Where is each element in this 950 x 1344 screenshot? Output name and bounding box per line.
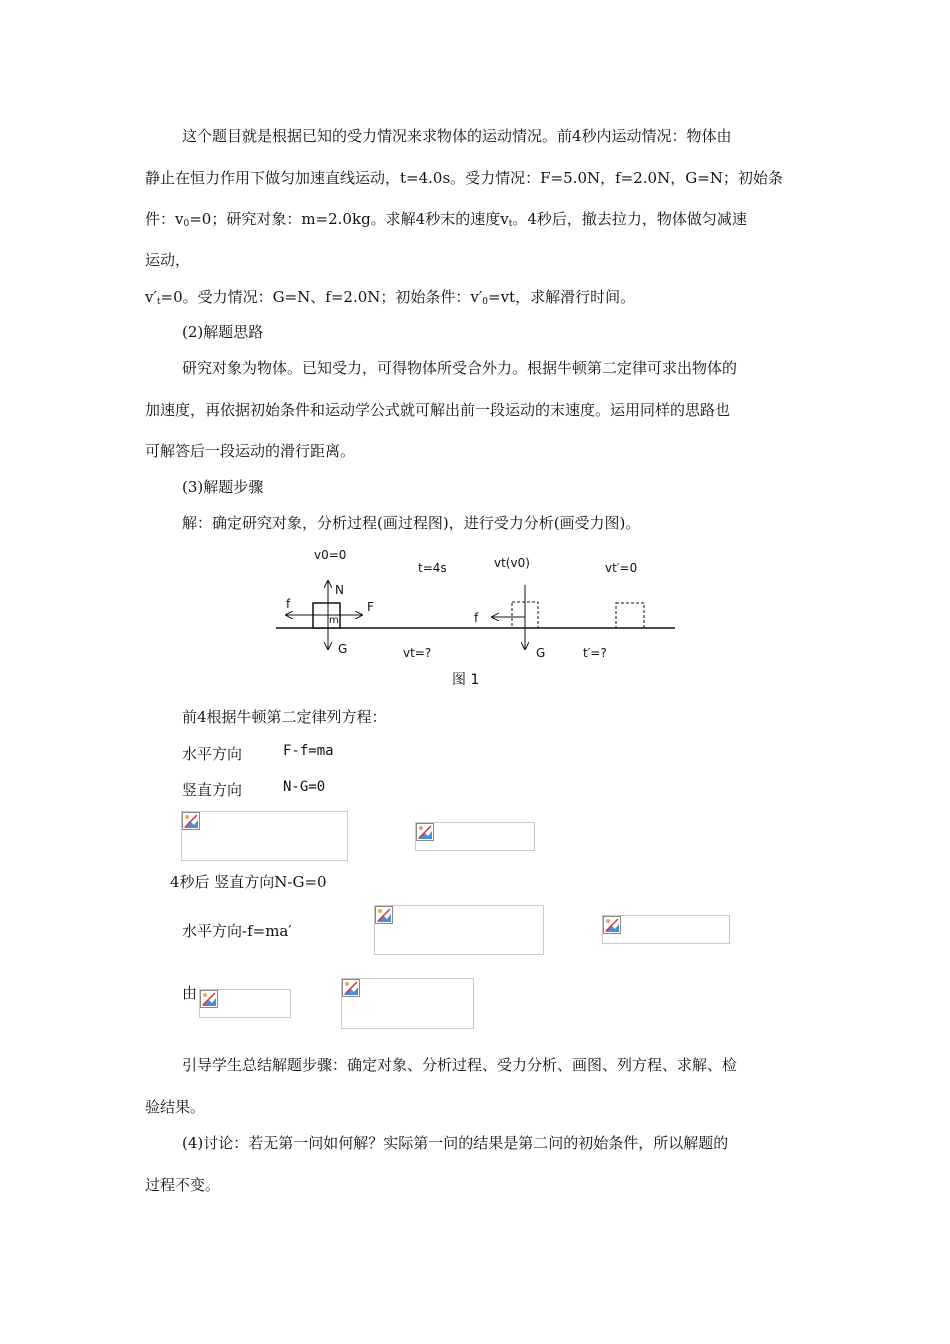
text-run: =0。受力情况：G=N、f=2.0N；初始条件：v′	[160, 288, 483, 306]
normal-force-label: N	[335, 583, 344, 597]
applied-force-label: F	[367, 600, 374, 614]
broken-image	[415, 822, 535, 851]
broken-image-icon	[342, 979, 360, 997]
paragraph-line: 由	[182, 984, 198, 1002]
paragraph-line	[145, 209, 805, 234]
paragraph-line: 可解答后一段运动的滑行距离。	[145, 442, 356, 460]
broken-image	[341, 978, 474, 1029]
paragraph-line: 引导学生总结解题步骤：确定对象、分析过程、受力分析、画图、列方程、求解、检	[182, 1056, 738, 1074]
final-velocity-zero-label: vt′=0	[605, 561, 638, 575]
broken-image-icon	[182, 812, 200, 830]
paragraph-line: 解：确定研究对象，分析过程(画过程图)，进行受力分析(画受力图)。	[182, 514, 641, 532]
text-run: 。4秒后，撤去拉力，物体做匀减速	[512, 210, 747, 228]
paragraph-line: 4秒后 竖直方向N-G=0	[170, 873, 327, 891]
process-force-diagram	[270, 545, 690, 690]
text-run: =vt，求解滑行时间。	[488, 288, 636, 306]
gravity-label-2: G	[536, 646, 546, 660]
paragraph-line: 水平方向-f=ma′	[182, 922, 292, 940]
mass-label: m	[329, 615, 339, 626]
paragraph-line	[145, 287, 805, 312]
broken-image-icon	[375, 906, 393, 924]
gravity-label: G	[338, 642, 348, 656]
final-velocity-question: vt=?	[403, 646, 432, 660]
paragraph-line: 加速度，再依据初始条件和运动学公式就可解出前一段运动的末速度。运用同样的思路也	[145, 401, 731, 419]
section-heading: (2)解题思路	[182, 323, 264, 341]
paragraph-line: 前4根据牛顿第二定律列方程：	[182, 708, 387, 726]
broken-image-icon	[200, 990, 218, 1008]
paragraph-line: (4)讨论：若无第一问如何解？实际第一问的结果是第二问的初始条件，所以解题的	[182, 1134, 729, 1152]
friction-label: f	[286, 597, 291, 611]
paragraph-line: 研究对象为物体。已知受力，可得物体所受合外力。根据牛顿第二定律可求出物体的	[182, 359, 738, 377]
figure-caption: 图 1	[452, 672, 480, 688]
subscript: t	[156, 297, 161, 307]
paragraph-line: 运动，	[145, 251, 191, 269]
initial-velocity-label: v0=0	[314, 548, 347, 562]
subscript: t	[508, 219, 513, 229]
paragraph-line: 静止在恒力作用下做匀加速直线运动，t=4.0s。受力情况：F=5.0N，f=2.0N，G=N；初始条	[145, 169, 783, 187]
equation: F-f=ma	[283, 743, 334, 759]
text-run: 件：v	[145, 210, 184, 228]
section-heading: (3)解题步骤	[182, 478, 264, 496]
paragraph-line: 过程不变。	[145, 1176, 221, 1194]
broken-image	[199, 989, 291, 1018]
dashed-block-final	[616, 603, 644, 628]
paragraph-line: 这个题目就是根据已知的受力情况来求物体的运动情况。前4秒内运动情况：物体由	[182, 127, 732, 145]
text-run: v′	[145, 288, 157, 306]
broken-image	[602, 915, 730, 944]
paragraph-line: 验结果。	[145, 1098, 206, 1116]
velocity-vt-v0-label: vt(v0)	[494, 556, 530, 570]
broken-image	[181, 811, 348, 861]
equation-label: 水平方向	[182, 745, 243, 763]
friction-label-2: f	[474, 611, 479, 625]
equation-label: 竖直方向	[182, 781, 243, 799]
subscript: 0	[482, 297, 489, 307]
time-prime-question: t′=?	[583, 646, 607, 660]
broken-image	[374, 905, 544, 955]
equation: N-G=0	[283, 779, 326, 795]
text-run: =0；研究对象：m=2.0kg。求解4秒末的速度v	[189, 210, 509, 228]
time-label: t=4s	[418, 561, 447, 575]
broken-image-icon	[603, 916, 621, 934]
subscript: 0	[183, 219, 190, 229]
broken-image-icon	[416, 823, 434, 841]
